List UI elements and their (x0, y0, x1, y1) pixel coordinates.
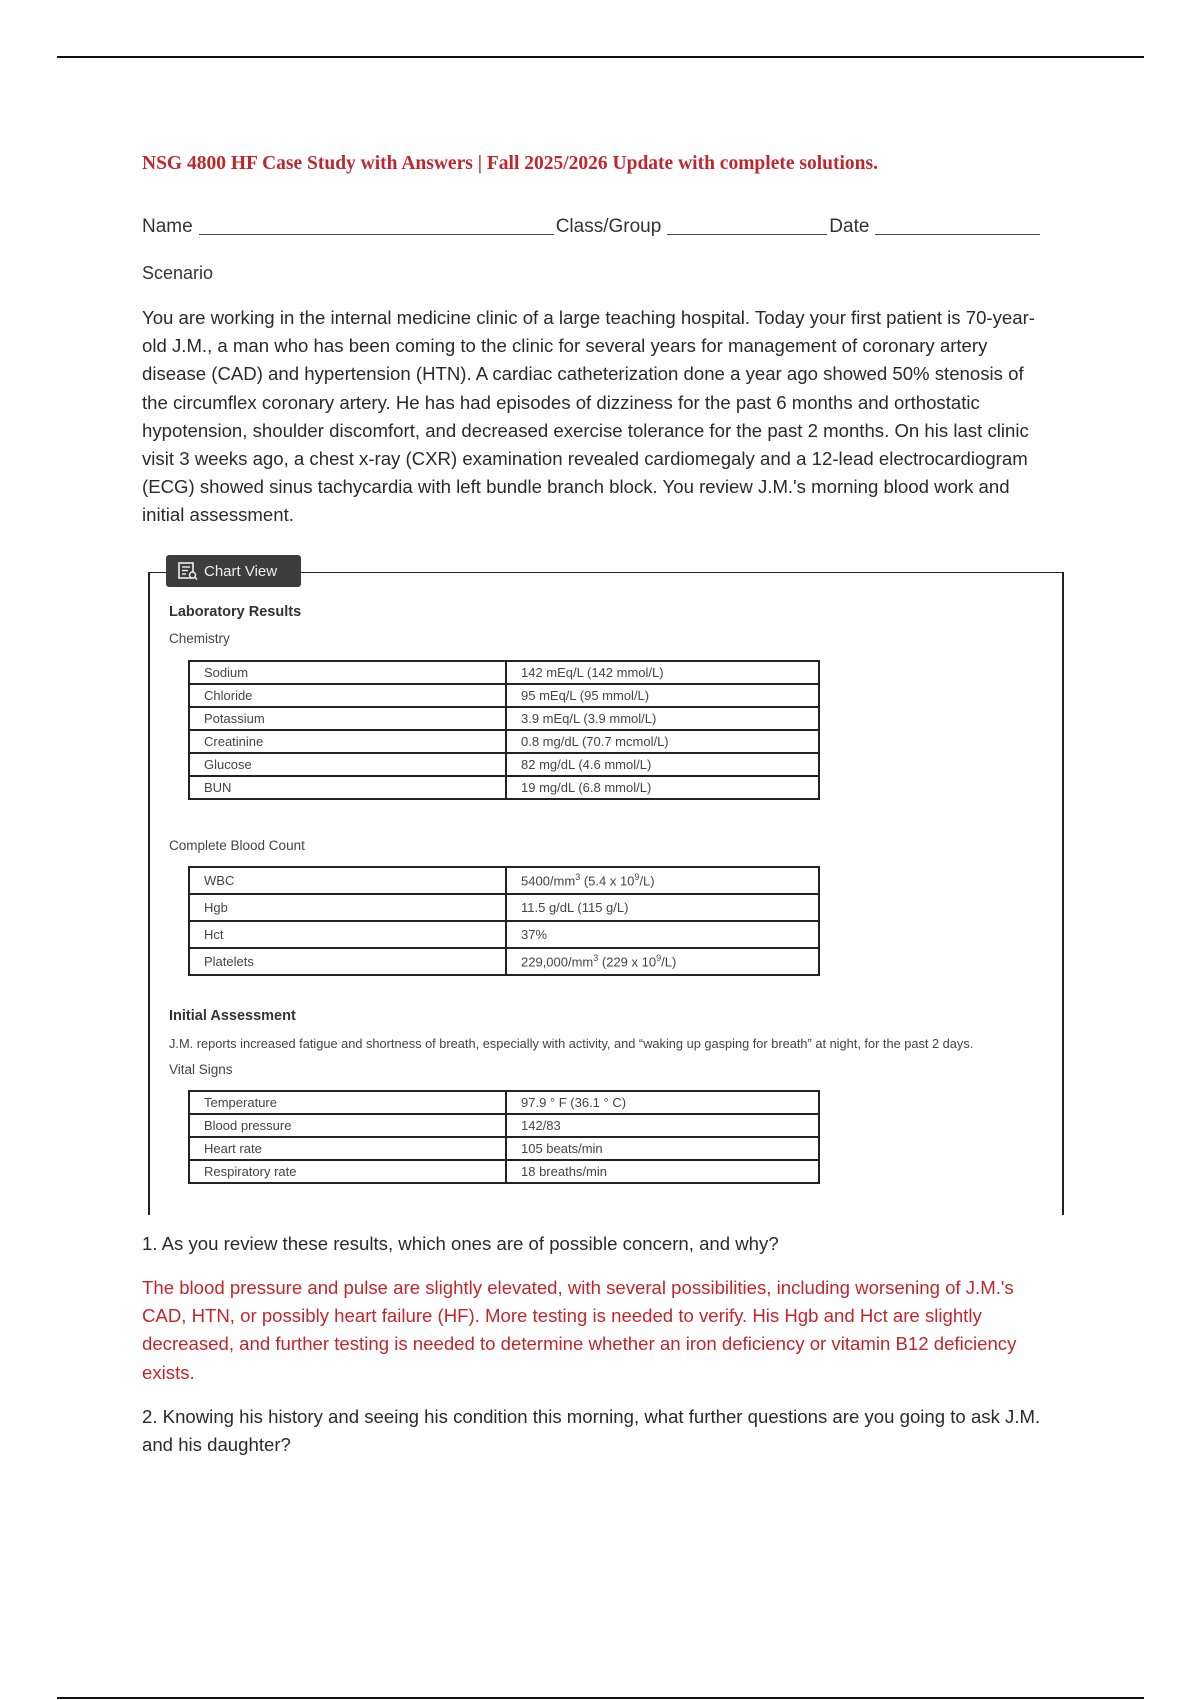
vital-value: 18 breaths/min (506, 1160, 819, 1183)
table-row (189, 894, 819, 921)
vital-signs-heading: Vital Signs (169, 1062, 233, 1077)
lab-label: WBC (189, 867, 506, 894)
chemistry-table (188, 660, 820, 800)
lab-value: 3.9 mEq/L (3.9 mmol/L) (506, 707, 819, 730)
lab-value: 82 mg/dL (4.6 mmol/L) (506, 753, 819, 776)
table-row (189, 661, 819, 684)
lab-label: BUN (189, 776, 506, 799)
table-row (189, 1091, 819, 1114)
date-input-line[interactable] (875, 216, 1040, 235)
vital-label: Blood pressure (189, 1114, 506, 1137)
cbc-heading: Complete Blood Count (169, 838, 305, 853)
question-1: 1. As you review these results, which ones are of possible concern, and why? (142, 1233, 779, 1254)
table-row (189, 948, 819, 975)
vital-value: 142/83 (506, 1114, 819, 1137)
lab-value: $5400/mm^3$ (5.4 x $10^9/L$) (506, 867, 819, 894)
vital-value: 105 beats/min (506, 1137, 819, 1160)
table-row (189, 1137, 819, 1160)
table-row (189, 730, 819, 753)
name-input-line[interactable] (199, 216, 554, 235)
table-row (189, 684, 819, 707)
lab-value: 142 mEq/L (142 mmol/L) (506, 661, 819, 684)
lab-label: Platelets (189, 948, 506, 975)
lab-value: 11.5 g/dL (115 g/L) (506, 894, 819, 921)
scenario-label: Scenario (142, 263, 214, 283)
initial-assessment-heading: Initial Assessment (169, 1008, 296, 1024)
cbc-table (188, 866, 820, 976)
lab-label: Hct (189, 921, 506, 948)
class-group-input-line[interactable] (667, 216, 827, 235)
table-row (189, 707, 819, 730)
question-2: 2. Knowing his history and seeing his condition this morning, what further questions are you going to ask J.M. and his daughter? (142, 1406, 1041, 1456)
student-fields (142, 216, 1052, 238)
vital-signs-table (188, 1090, 820, 1184)
class-group-label: Class/Group (555, 216, 662, 237)
lab-label: Creatinine (189, 730, 506, 753)
laboratory-results-heading: Laboratory Results (169, 604, 302, 620)
answer-1: The blood pressure and pulse are slightly elevated, with several possibilities, including worsening of J.M.'s CAD, HTN, or possibly heart failure (HF). More testing is needed to verify. His Hgb and Hct are slightly decreased, and further testing is needed to determine whether an iron deficiency or vitamin B12 deficiency exists. (142, 1277, 1017, 1383)
page-title: NSG 4800 HF Case Study with Answers | Fall 2025/2026 Update with complete solutions. (142, 153, 878, 174)
table-row (189, 867, 819, 894)
lab-value: 0.8 mg/dL (70.7 mcmol/L) (506, 730, 819, 753)
lab-value: $229,000/mm^3$ (229 x $10^9/L$) (506, 948, 819, 975)
table-row (189, 921, 819, 948)
vital-value: 97.9 ° F (36.1 ° C) (506, 1091, 819, 1114)
scenario-text: You are working in the internal medicine clinic of a large teaching hospital. Today your first patient is 70-year-old J.M., a man who has been coming to the clinic for several years for management of coronary artery disease (CAD) and hypertension (HTN). A cardiac catheterization done a year ago showed 50% stenosis of the circumflex coronary artery. He has had episodes of dizziness for the past 6 months and orthostatic hypotension, shoulder discomfort, and decreased exercise tolerance for the past 2 months. On his last clinic visit 3 weeks ago, a chest x-ray (CXR) examination revealed cardiomegaly and a 12-lead electrocardiogram (ECG) showed sinus tachycardia with left bundle branch block. You review J.M.'s morning blood work and initial assessment. (142, 307, 1035, 526)
lab-value: 95 mEq/L (95 mmol/L) (506, 684, 819, 707)
top-rule (57, 56, 1144, 58)
date-label: Date (829, 216, 870, 237)
chemistry-heading: Chemistry (169, 631, 230, 646)
vital-label: Heart rate (189, 1137, 506, 1160)
name-label: Name (142, 216, 193, 237)
lab-label: Glucose (189, 753, 506, 776)
bottom-rule (57, 1697, 1144, 1699)
lab-label: Hgb (189, 894, 506, 921)
lab-label: Chloride (189, 684, 506, 707)
vital-label: Temperature (189, 1091, 506, 1114)
lab-value: 19 mg/dL (6.8 mmol/L) (506, 776, 819, 799)
table-row (189, 776, 819, 799)
lab-label: Sodium (189, 661, 506, 684)
assessment-text: J.M. reports increased fatigue and shortness of breath, especially with activity, and “waking up gasping for breath” at night, for the past 2 days. (169, 1036, 974, 1051)
chart-view-tab[interactable] (166, 555, 301, 587)
table-row (189, 1114, 819, 1137)
chart-view-icon (178, 562, 198, 580)
vital-label: Respiratory rate (189, 1160, 506, 1183)
chart-view-tab-label: Chart View (204, 562, 278, 580)
table-row (189, 1160, 819, 1183)
lab-value: 37% (506, 921, 819, 948)
lab-label: Potassium (189, 707, 506, 730)
table-row (189, 753, 819, 776)
